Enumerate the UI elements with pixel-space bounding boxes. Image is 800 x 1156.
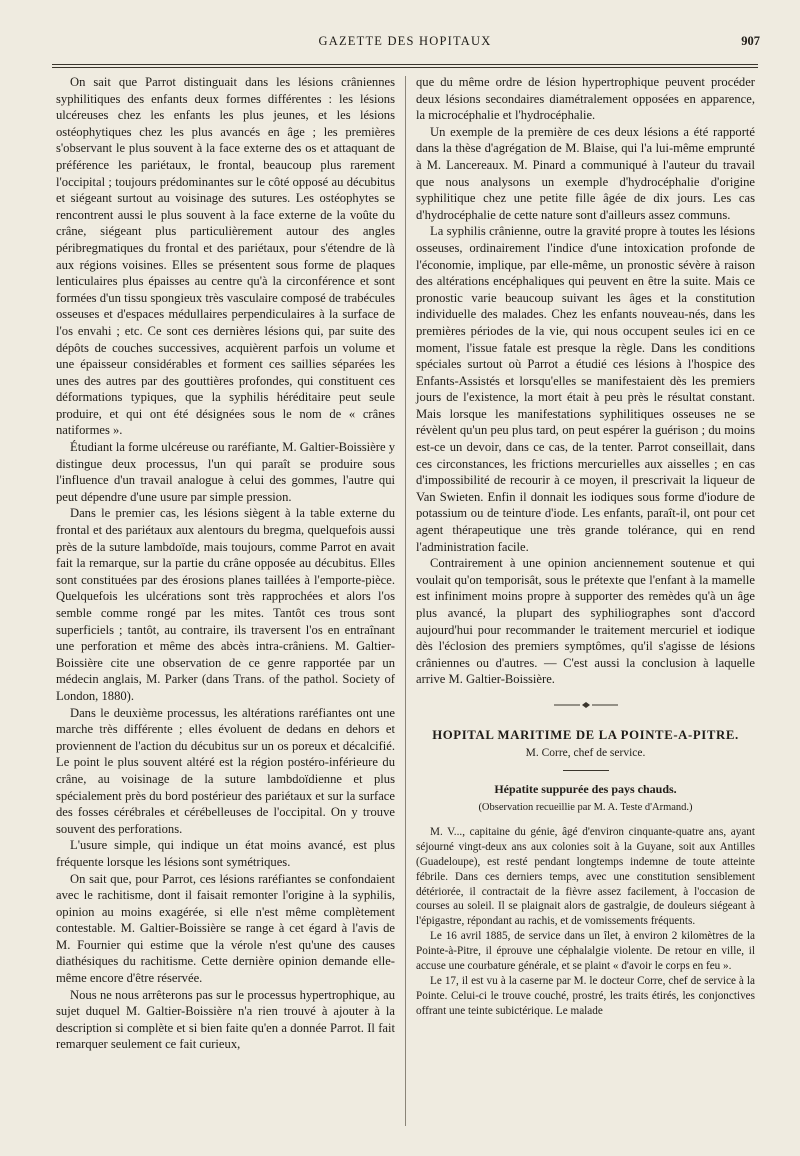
section-title: HOPITAL MARITIME DE LA POINTE-A-PITRE. xyxy=(432,727,739,742)
case-body xyxy=(416,825,755,1019)
section-subtitle: M. Corre, chef de service. xyxy=(525,747,646,760)
page-header xyxy=(50,34,760,54)
paragraph: Contrairement à une opinion anciennement soutenue et qui voulait qu'on temporisât, sous le prétexte que l'enfant à la mamelle est infiniment moins propre à supporter des remèdes qu'à un âge plus avancé, la plupart des syphiliographes sont d'accord aujourd'hui pour recommander le traitement mercuriel et iodique dès l'éclosion des premiers symptômes, qu'il s'agisse de lésions crâniennes ou d'autres. — C'est aussi la conclusion à laquelle arrive M. Galtier-Boissière. xyxy=(416,556,755,687)
paragraph: On sait que, pour Parrot, ces lésions raréfiantes se confondaient avec le rachitisme, dont il faisait remonter l'origine à la syphilis, opinion au moins exagérée, si elle n'est même complètement contestable. M. Galtier-Boissière se range à cet égard à l'avis de M. Fournier qui estime que la vérole n'est qu'une des causes diathésiques du rachitisme. Cette dernière opinion demande elle-même encore d'être réservée. xyxy=(56,871,395,986)
running-title: GAZETTE DES HOPITAUX xyxy=(318,34,492,48)
paragraph: Nous ne nous arrêterons pas sur le processus hypertrophique, au sujet duquel M. Galtier-Boissière n'a rien trouvé à ajouter à la description si complète et si bien faite qu'en a donnée Parrot. Il fait remarquer seulement ce fait curieux, xyxy=(56,987,395,1052)
paragraph: L'usure simple, qui indique un état moins avancé, est plus fréquente lorsque les lésions sont symétriques. xyxy=(56,838,395,869)
header-rule xyxy=(52,64,758,65)
ornament-flourish xyxy=(554,701,618,709)
case-paragraph: M. V..., capitaine du génie, âgé d'environ cinquante-quatre ans, ayant séjourné vingt-deux ans aux colonies soit à la Guyane, soit aux Antilles (Guadeloupe), est resté pendant longtemps indemne de toute atteinte fébrile. Dans ces derniers temps, avec une constitution sensiblement détériorée, il contractait de la fièvre assez facilement, à l'occasion de courses au soleil. Il se plaignait alors de gastralgie, de douleurs siégeant à l'épigastre, répondant au rachis, et de vomissements fréquents. xyxy=(416,825,755,928)
case-subtitle: (Observation recueillie par M. A. Teste d'Armand.) xyxy=(478,802,693,814)
case-paragraph: Le 17, il est vu à la caserne par M. le docteur Corre, chef de service à la Pointe. Celui-ci le trouve couché, prostré, les traits étirés, les conjonctives offrant une teinte subictérique. Le malade xyxy=(416,975,755,1017)
case-paragraph: Le 16 avril 1885, de service dans un îlet, à environ 2 kilomètres de la Pointe-à-Pitre, il éprouve une céphalalgie violente. De retour en ville, il accuse une courbature générale, et se plaint « d'avoir le corps en feu ». xyxy=(416,930,755,973)
right-column xyxy=(416,74,755,1019)
left-column xyxy=(56,74,395,1053)
case-title: Hépatite suppurée des pays chauds. xyxy=(494,781,677,796)
paragraph: Étudiant la forme ulcéreuse ou raréfiante, M. Galtier-Boissière y distingue deux processus, l'un qui paraît se produire sous l'influence d'un travail analogue à celui des gommes, l'autre qui peut dépendre d'une usure par simple pression. xyxy=(56,440,395,504)
column-divider xyxy=(405,76,406,1126)
paragraph: La syphilis crânienne, outre la gravité propre à toutes les lésions osseuses, ordinairement l'indice d'une intoxication profonde de l'économie, implique, par elle-même, un pronostic sévère à raison des altérations encéphaliques qui peuvent en être la suite. Mais ce pronostic varie beaucoup suivant les âges et la constitution individuelle des malades. Chez les enfants nouveau-nés, dans les premières périodes de la vie, qui nous occupent seules ici en ce moment, l'issue fatale est presque la règle. Dans les conditions spéciales surtout où Parrot a étudié ces lésions à l'hospice des Enfants-Assistés et lorsqu'elles se manifestaient dès les premiers jours de l'existence, la mort était à peu près le résultat constant. Mais lorsque les manifestations syphilitiques osseuses ne se révèlent qu'un peu plus tard, on peut espérer la guérison ; du moins est-ce un devoir, dans ce cas, de la tenter. Parrot conseillait, dans ces circonstances, les frictions mercurielles aux aisselles ; en cas d'impossibilité de recourir à ce moyen, il prescrivait la liqueur de Van Swieten. Enfin il donnait les iodiques sous forme d'iodure de potassium ou de teinture d'iode. Les enfants, paraît-il, ont pour cet agent thérapeutique une très grande tolérance, qui en rend l'administration facile. xyxy=(416,224,755,554)
paragraph: On sait que Parrot distinguait dans les lésions crâniennes syphilitiques des enfants deux formes différentes : les lésions ulcéreuses chez les enfants les plus jeunes, et les lésions ostéophytiques chez les plus avancés en âge ; les premières s'observant le plus souvent à la face externe des os et attaquant de préférence les pariétaux, le frontal, beaucoup plus rarement l'occipital ; toujours prédominantes sur le côté opposé au décubitus et siégeant surtout au voisinage des sutures. Les ostéophytes se rencontrent aussi le plus souvent à la face externe de la voûte du crâne, siégeant plus particulièrement autour des angles péribregmatiques du frontal et des pariétaux, pour s'étendre de là aux régions voisines. Elles se présentent sous forme de plaques lenticulaires plus épaisses au centre qu'à la circonférence et sont formées d'un tissu spongieux très vasculaire composé de trabécules osseuses et d'espaces médullaires perpendiculaires à la surface de l'os envahi ; etc. Ce sont ces dernières lésions qui, par suite des dépôts de couches successives, acquièrent parfois un volume et une épaisseur considérables et forment ces saillies séparées les unes des autres par des gouttières profondes, qui constituent ces déformations typiques, que la syphilis héréditaire peut seule produire, et qui ont été désignées sous le nom de « crânes natiformes ». xyxy=(56,75,395,438)
paragraph: que du même ordre de lésion hypertrophique peuvent procéder deux lésions secondaires diamétralement opposées en apparence, la microcéphalie et l'hydrocéphalie. xyxy=(416,75,755,123)
short-rule xyxy=(563,770,609,771)
header-rule-double xyxy=(52,67,758,68)
paragraph: Un exemple de la première de ces deux lésions a été rapporté dans la thèse d'agrégation de M. Blaise, qui l'a lui-même emprunté à M. Lancereaux. M. Pinard a communiqué à l'auteur du travail que nous analysons un exemple d'hydrocéphalie d'origine syphilitique chez une petite fille âgée de dix jours. Les cas d'hydrocéphalie de cette nature sont d'ailleurs assez communs. xyxy=(416,124,755,222)
page-number: 907 xyxy=(741,34,760,48)
section-ornament xyxy=(416,698,755,715)
paragraph: Dans le premier cas, les lésions siègent à la table externe du frontal et des pariétaux aux alentours du bregma, quelquefois aussi près de la suture lambdoïde, mais toujours, comme Parrot en avait fait la remarque, sur la partie du crâne opposée au décubitus. Elles sont constituées par des érosions planes taillées à l'emporte-pièce. Quelquefois les ulcérations sont très rapprochées et alors l'os semble comme rongé par les mites. Tantôt ces trous sont superficiels ; tantôt, au contraire, ils traversent l'os en entraînant une perforation et même des abcès intra-crâniens. M. Galtier-Boissière cite une observation de ce genre rapportée par un médecin anglais, M. Parker (dans Trans. of the pathol. Society of London, 1880). xyxy=(56,506,395,703)
paragraph: Dans le deuxième processus, les altérations raréfiantes ont une marche très différente ; elles évoluent de dedans en dehors et proviennent de l'action du décubitus sur un os poreux et décalcifié. Le point le plus souvent altéré est la région postéro-inférieure du crâne, au voisinage de la suture lambdoïdienne et plus spécialement près du bord postérieur des pariétaux et sur la surface des fosses cérébrales et cérébelleuses de l'occipital. On y trouve souvent des perforations. xyxy=(56,705,395,836)
